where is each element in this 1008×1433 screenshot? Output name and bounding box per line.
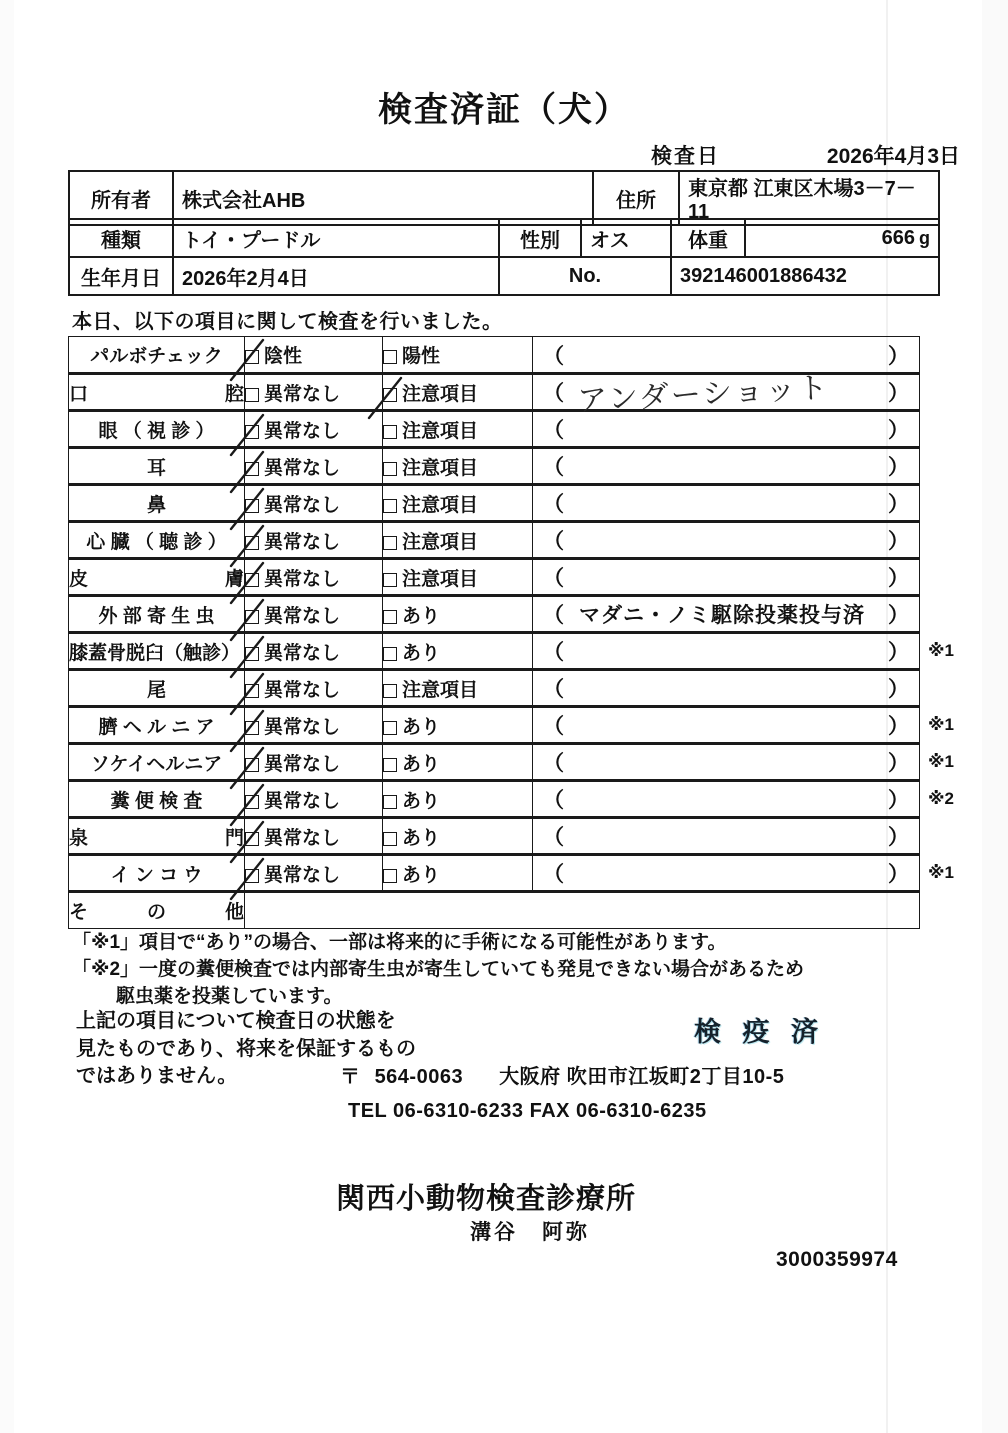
option-1-label: 異常なし	[264, 531, 341, 553]
paren-close: ）	[888, 419, 909, 442]
checklist-option-1[interactable]	[245, 633, 383, 670]
checklist-row	[69, 818, 920, 855]
document-number: 3000359974	[776, 1248, 898, 1271]
checkbox-option-2[interactable]	[383, 536, 397, 550]
checkbox-option-1[interactable]	[245, 684, 259, 698]
checklist-option-1[interactable]	[245, 707, 383, 744]
paren-close: ）	[888, 567, 909, 590]
option-2-label: 注意項目	[402, 494, 479, 516]
checklist-item-label: 耳	[69, 448, 245, 485]
paren-close: ）	[888, 863, 909, 886]
checklist-row	[69, 596, 920, 633]
paren-close: ）	[888, 826, 909, 849]
option-2-label: あり	[402, 716, 441, 738]
breed-value: トイ・プードル	[173, 219, 499, 257]
checklist-note-cell[interactable]	[533, 744, 920, 781]
paren-close: ）	[888, 789, 909, 812]
checkbox-option-2[interactable]	[383, 350, 397, 364]
footnote-marker: ※1	[928, 641, 954, 660]
checklist-row	[69, 781, 920, 818]
paren-open: （	[543, 493, 564, 516]
postal-mark-icon: 〒	[340, 1066, 361, 1088]
checklist-item-label: 口 腔	[69, 374, 245, 411]
checkbox-option-1[interactable]	[245, 573, 259, 587]
option-1-label: 異常なし	[264, 420, 341, 442]
checklist-row	[69, 522, 920, 559]
paren-close: ）	[888, 604, 909, 627]
checkbox-option-1[interactable]	[245, 832, 259, 846]
note-handwritten: アンダーショット	[576, 370, 831, 419]
checklist-option-2[interactable]	[383, 670, 533, 707]
microchip-no-value: 392146001886432	[671, 257, 939, 295]
checklist-option-1[interactable]	[245, 596, 383, 633]
option-1-label: 異常なし	[264, 457, 341, 479]
paren-open: （	[543, 419, 564, 442]
option-2-label: 注意項目	[402, 457, 479, 479]
checklist-note-cell[interactable]	[533, 707, 920, 744]
checklist-item-label: 心 臓 （ 聴 診 ）	[69, 522, 245, 559]
clinic-address-line	[340, 1060, 784, 1089]
checkbox-option-2[interactable]	[383, 647, 397, 661]
checklist-option-1[interactable]	[245, 818, 383, 855]
checklist-option-1[interactable]	[245, 485, 383, 522]
option-1-label: 異常なし	[264, 864, 341, 886]
checklist-option-2[interactable]	[383, 781, 533, 818]
option-1-label: 異常なし	[264, 642, 341, 664]
checklist-item-label: パルボチェック	[69, 337, 245, 374]
disclaimer-line-2: 見たものであり、将来を保証するもの	[76, 1037, 416, 1060]
checklist-note-cell[interactable]	[533, 522, 920, 559]
checklist-note-cell[interactable]	[533, 485, 920, 522]
paren-close: ）	[888, 382, 909, 405]
checklist-note-cell[interactable]	[533, 818, 920, 855]
checkbox-option-2[interactable]	[383, 869, 397, 883]
inspection-checklist-table	[68, 336, 920, 929]
option-2-label: あり	[402, 605, 441, 627]
footnote-marker: ※1	[928, 863, 954, 882]
checklist-item-label: イ ン コ ウ	[69, 855, 245, 892]
weight-unit: g	[919, 227, 930, 248]
checklist-item-label: 膝蓋骨脱臼（触診）	[69, 633, 245, 670]
paren-open: （	[543, 530, 564, 553]
page-title: 検査済証（犬）	[378, 91, 630, 129]
paren-close: ）	[888, 715, 909, 738]
option-2-label: 注意項目	[402, 531, 479, 553]
option-1-label: 陰性	[264, 346, 303, 367]
checkbox-option-1[interactable]	[245, 462, 259, 476]
checklist-option-1[interactable]	[245, 781, 383, 818]
disclaimer-line-3: ではありません。	[76, 1065, 238, 1088]
footnote-1: 「※1」項目で“あり”の場合、一部は将来的に手術になる可能性があります。	[72, 932, 727, 953]
address-label: 住所	[593, 171, 679, 225]
owner-row	[69, 171, 939, 225]
checklist-option-2[interactable]	[383, 485, 533, 522]
option-1-label: 異常なし	[264, 383, 341, 405]
checklist-note-cell[interactable]	[533, 855, 920, 892]
checklist-option-2[interactable]	[383, 337, 533, 374]
other-row-body[interactable]	[245, 892, 920, 929]
checklist-item-label: 眼 （ 視 診 ）	[69, 411, 245, 448]
checklist-option-2[interactable]	[383, 707, 533, 744]
checklist-note-cell[interactable]	[533, 781, 920, 818]
birth-label: 生年月日	[69, 257, 173, 295]
checklist-option-2[interactable]	[383, 855, 533, 892]
weight-label: 体重	[671, 219, 745, 257]
birth-value: 2026年2月4日	[173, 257, 499, 295]
checkbox-option-2[interactable]	[383, 388, 397, 402]
checkbox-option-2[interactable]	[383, 425, 397, 439]
checklist-note-cell[interactable]	[533, 559, 920, 596]
checklist-option-2[interactable]	[383, 448, 533, 485]
footnote-2-line2: 駆虫薬を投薬しています。	[116, 985, 343, 1007]
other-row-label: そ の 他	[69, 892, 245, 929]
checkbox-option-2[interactable]	[383, 462, 397, 476]
microchip-no-label: No.	[499, 257, 671, 295]
postal-code: 564-0063	[374, 1066, 464, 1088]
option-1-label: 異常なし	[264, 716, 341, 738]
quarantine-stamp: 検 疫 済	[694, 1017, 826, 1047]
clinic-tel-fax: TEL 06-6310-6233 FAX 06-6310-6235	[348, 1100, 707, 1122]
footnote-marker: ※1	[928, 715, 954, 734]
checklist-option-2[interactable]	[383, 596, 533, 633]
checklist-row	[69, 448, 920, 485]
checkbox-option-1[interactable]	[245, 758, 259, 772]
checklist-option-1[interactable]	[245, 670, 383, 707]
checklist-option-2[interactable]	[383, 744, 533, 781]
checklist-option-1[interactable]	[245, 448, 383, 485]
option-1-label: 異常なし	[264, 494, 341, 516]
paren-close: ）	[888, 344, 909, 368]
option-1-label: 異常なし	[264, 827, 341, 849]
checkbox-option-2[interactable]	[383, 721, 397, 735]
option-2-label: あり	[402, 790, 441, 812]
option-1-label: 異常なし	[264, 568, 341, 590]
checklist-row	[69, 670, 920, 707]
checkbox-option-1[interactable]	[245, 388, 259, 402]
checklist-option-2[interactable]	[383, 633, 533, 670]
option-2-label: 注意項目	[402, 568, 479, 590]
checklist-option-2[interactable]	[383, 411, 533, 448]
checklist-option-2[interactable]	[383, 559, 533, 596]
checklist-option-1[interactable]	[245, 411, 383, 448]
checkbox-option-2[interactable]	[383, 832, 397, 846]
lead-in-sentence: 本日、以下の項目に関して検査を行いました。	[72, 311, 503, 333]
paren-open: （	[543, 641, 564, 664]
option-2-label: あり	[402, 753, 441, 775]
checklist-option-1[interactable]	[245, 744, 383, 781]
paren-open: （	[543, 567, 564, 590]
checklist-option-1[interactable]	[245, 337, 383, 374]
checklist-row	[69, 485, 920, 522]
option-2-label: 陽性	[402, 346, 441, 367]
checklist-note-cell[interactable]	[533, 370, 920, 419]
breed-label: 種類	[69, 219, 173, 257]
checkbox-option-1[interactable]	[245, 350, 259, 364]
paren-close: ）	[888, 456, 909, 479]
paren-close: ）	[888, 752, 909, 775]
checkbox-option-1[interactable]	[245, 425, 259, 439]
paren-close: ）	[888, 678, 909, 701]
option-2-label: 注意項目	[402, 679, 479, 701]
checkbox-option-2[interactable]	[383, 758, 397, 772]
checklist-option-2[interactable]	[383, 522, 533, 559]
breed-row	[69, 219, 939, 257]
checkbox-option-1[interactable]	[245, 499, 259, 513]
scan-edge-right	[982, 0, 1008, 1433]
checkbox-option-2[interactable]	[383, 610, 397, 624]
checklist-option-1[interactable]	[245, 374, 383, 411]
checkbox-option-1[interactable]	[245, 869, 259, 883]
option-2-label: あり	[402, 827, 441, 849]
checkbox-option-2[interactable]	[383, 795, 397, 809]
paren-open: （	[543, 678, 564, 701]
option-2-label: あり	[402, 642, 441, 664]
checkbox-option-1[interactable]	[245, 795, 259, 809]
checkbox-option-2[interactable]	[383, 573, 397, 587]
owner-label: 所有者	[69, 171, 173, 225]
checklist-option-2[interactable]	[383, 374, 533, 411]
paren-open: （	[543, 604, 564, 627]
checklist-note-cell[interactable]	[533, 670, 920, 707]
checkbox-option-1[interactable]	[245, 721, 259, 735]
checklist-item-label: 泉 門	[69, 818, 245, 855]
paren-open: （	[543, 863, 564, 886]
paren-close: ）	[888, 530, 909, 553]
option-1-label: 異常なし	[264, 605, 341, 627]
checklist-row	[69, 744, 920, 781]
clinic-address: 大阪府 吹田市江坂町2丁目10-5	[499, 1066, 785, 1088]
checklist-row	[69, 411, 920, 448]
owner-value: 株式会社AHB	[173, 171, 593, 225]
paren-open: （	[543, 344, 564, 368]
disclaimer-line-1: 上記の項目について検査日の状態を	[76, 1010, 396, 1032]
option-1-label: 異常なし	[264, 790, 341, 812]
footnote-2-line1: 「※2」一度の糞便検査では内部寄生虫が寄生していても発見できない場合があるため	[72, 958, 805, 980]
checklist-item-label: 皮 膚	[69, 559, 245, 596]
exam-date-label: 検査日	[651, 145, 720, 168]
checklist-item-label: ソケイヘルニア	[69, 744, 245, 781]
option-2-label: あり	[402, 864, 441, 886]
animal-info-table	[68, 218, 940, 296]
checklist-row	[69, 374, 920, 411]
checklist-note-cell[interactable]	[533, 633, 920, 670]
sex-label: 性別	[499, 219, 581, 257]
checklist-row	[69, 855, 920, 892]
birth-row	[69, 257, 939, 295]
veterinarian-name: 溝谷 阿弥	[470, 1221, 590, 1244]
checkbox-option-1[interactable]	[245, 647, 259, 661]
note-printed: マダニ・ノミ駆除投薬投与済	[579, 604, 865, 627]
checklist-note-cell[interactable]	[533, 448, 920, 485]
weight-value: 666	[881, 226, 915, 249]
checklist-row	[69, 707, 920, 744]
checklist-option-1[interactable]	[245, 559, 383, 596]
option-1-label: 異常なし	[264, 753, 341, 775]
option-2-label: 注意項目	[402, 420, 479, 442]
checklist-item-label: 糞 便 検 査	[69, 781, 245, 818]
footnote-marker: ※2	[928, 789, 954, 808]
footnote-marker: ※1	[928, 752, 954, 771]
checkbox-option-1[interactable]	[245, 610, 259, 624]
paren-open: （	[543, 826, 564, 849]
checkbox-option-2[interactable]	[383, 499, 397, 513]
checkbox-option-1[interactable]	[245, 536, 259, 550]
checkbox-option-2[interactable]	[383, 684, 397, 698]
paren-close: ）	[888, 493, 909, 516]
paren-open: （	[543, 456, 564, 479]
checklist-row	[69, 559, 920, 596]
paren-open: （	[543, 752, 564, 775]
checklist-other-row	[69, 892, 920, 929]
checklist-note-cell[interactable]	[533, 411, 920, 448]
paren-open: （	[543, 382, 564, 405]
address-value: 東京都 江東区木場3－7－11	[679, 171, 939, 225]
checklist-item-label: 臍 ヘ ル ニ ア	[69, 707, 245, 744]
option-1-label: 異常なし	[264, 679, 341, 701]
paren-open: （	[543, 789, 564, 812]
checklist-item-label: 尾	[69, 670, 245, 707]
footnotes-block	[72, 930, 952, 1011]
clinic-name: 関西小動物検査診療所	[336, 1183, 637, 1215]
checklist-option-1[interactable]	[245, 855, 383, 892]
scan-edge-left	[0, 0, 14, 1433]
checklist-option-2[interactable]	[383, 818, 533, 855]
checklist-item-label: 鼻	[69, 485, 245, 522]
option-2-label: 注意項目	[402, 383, 479, 405]
checklist-row	[69, 633, 920, 670]
checklist-item-label: 外 部 寄 生 虫	[69, 596, 245, 633]
checklist-note-cell[interactable]	[533, 596, 920, 633]
checklist-option-1[interactable]	[245, 522, 383, 559]
weight-cell	[745, 219, 939, 257]
exam-date-value: 2026年4月3日	[826, 145, 960, 168]
paren-open: （	[543, 715, 564, 738]
sex-value: オス	[581, 219, 671, 257]
paren-close: ）	[888, 641, 909, 664]
exam-date-row	[60, 140, 960, 168]
